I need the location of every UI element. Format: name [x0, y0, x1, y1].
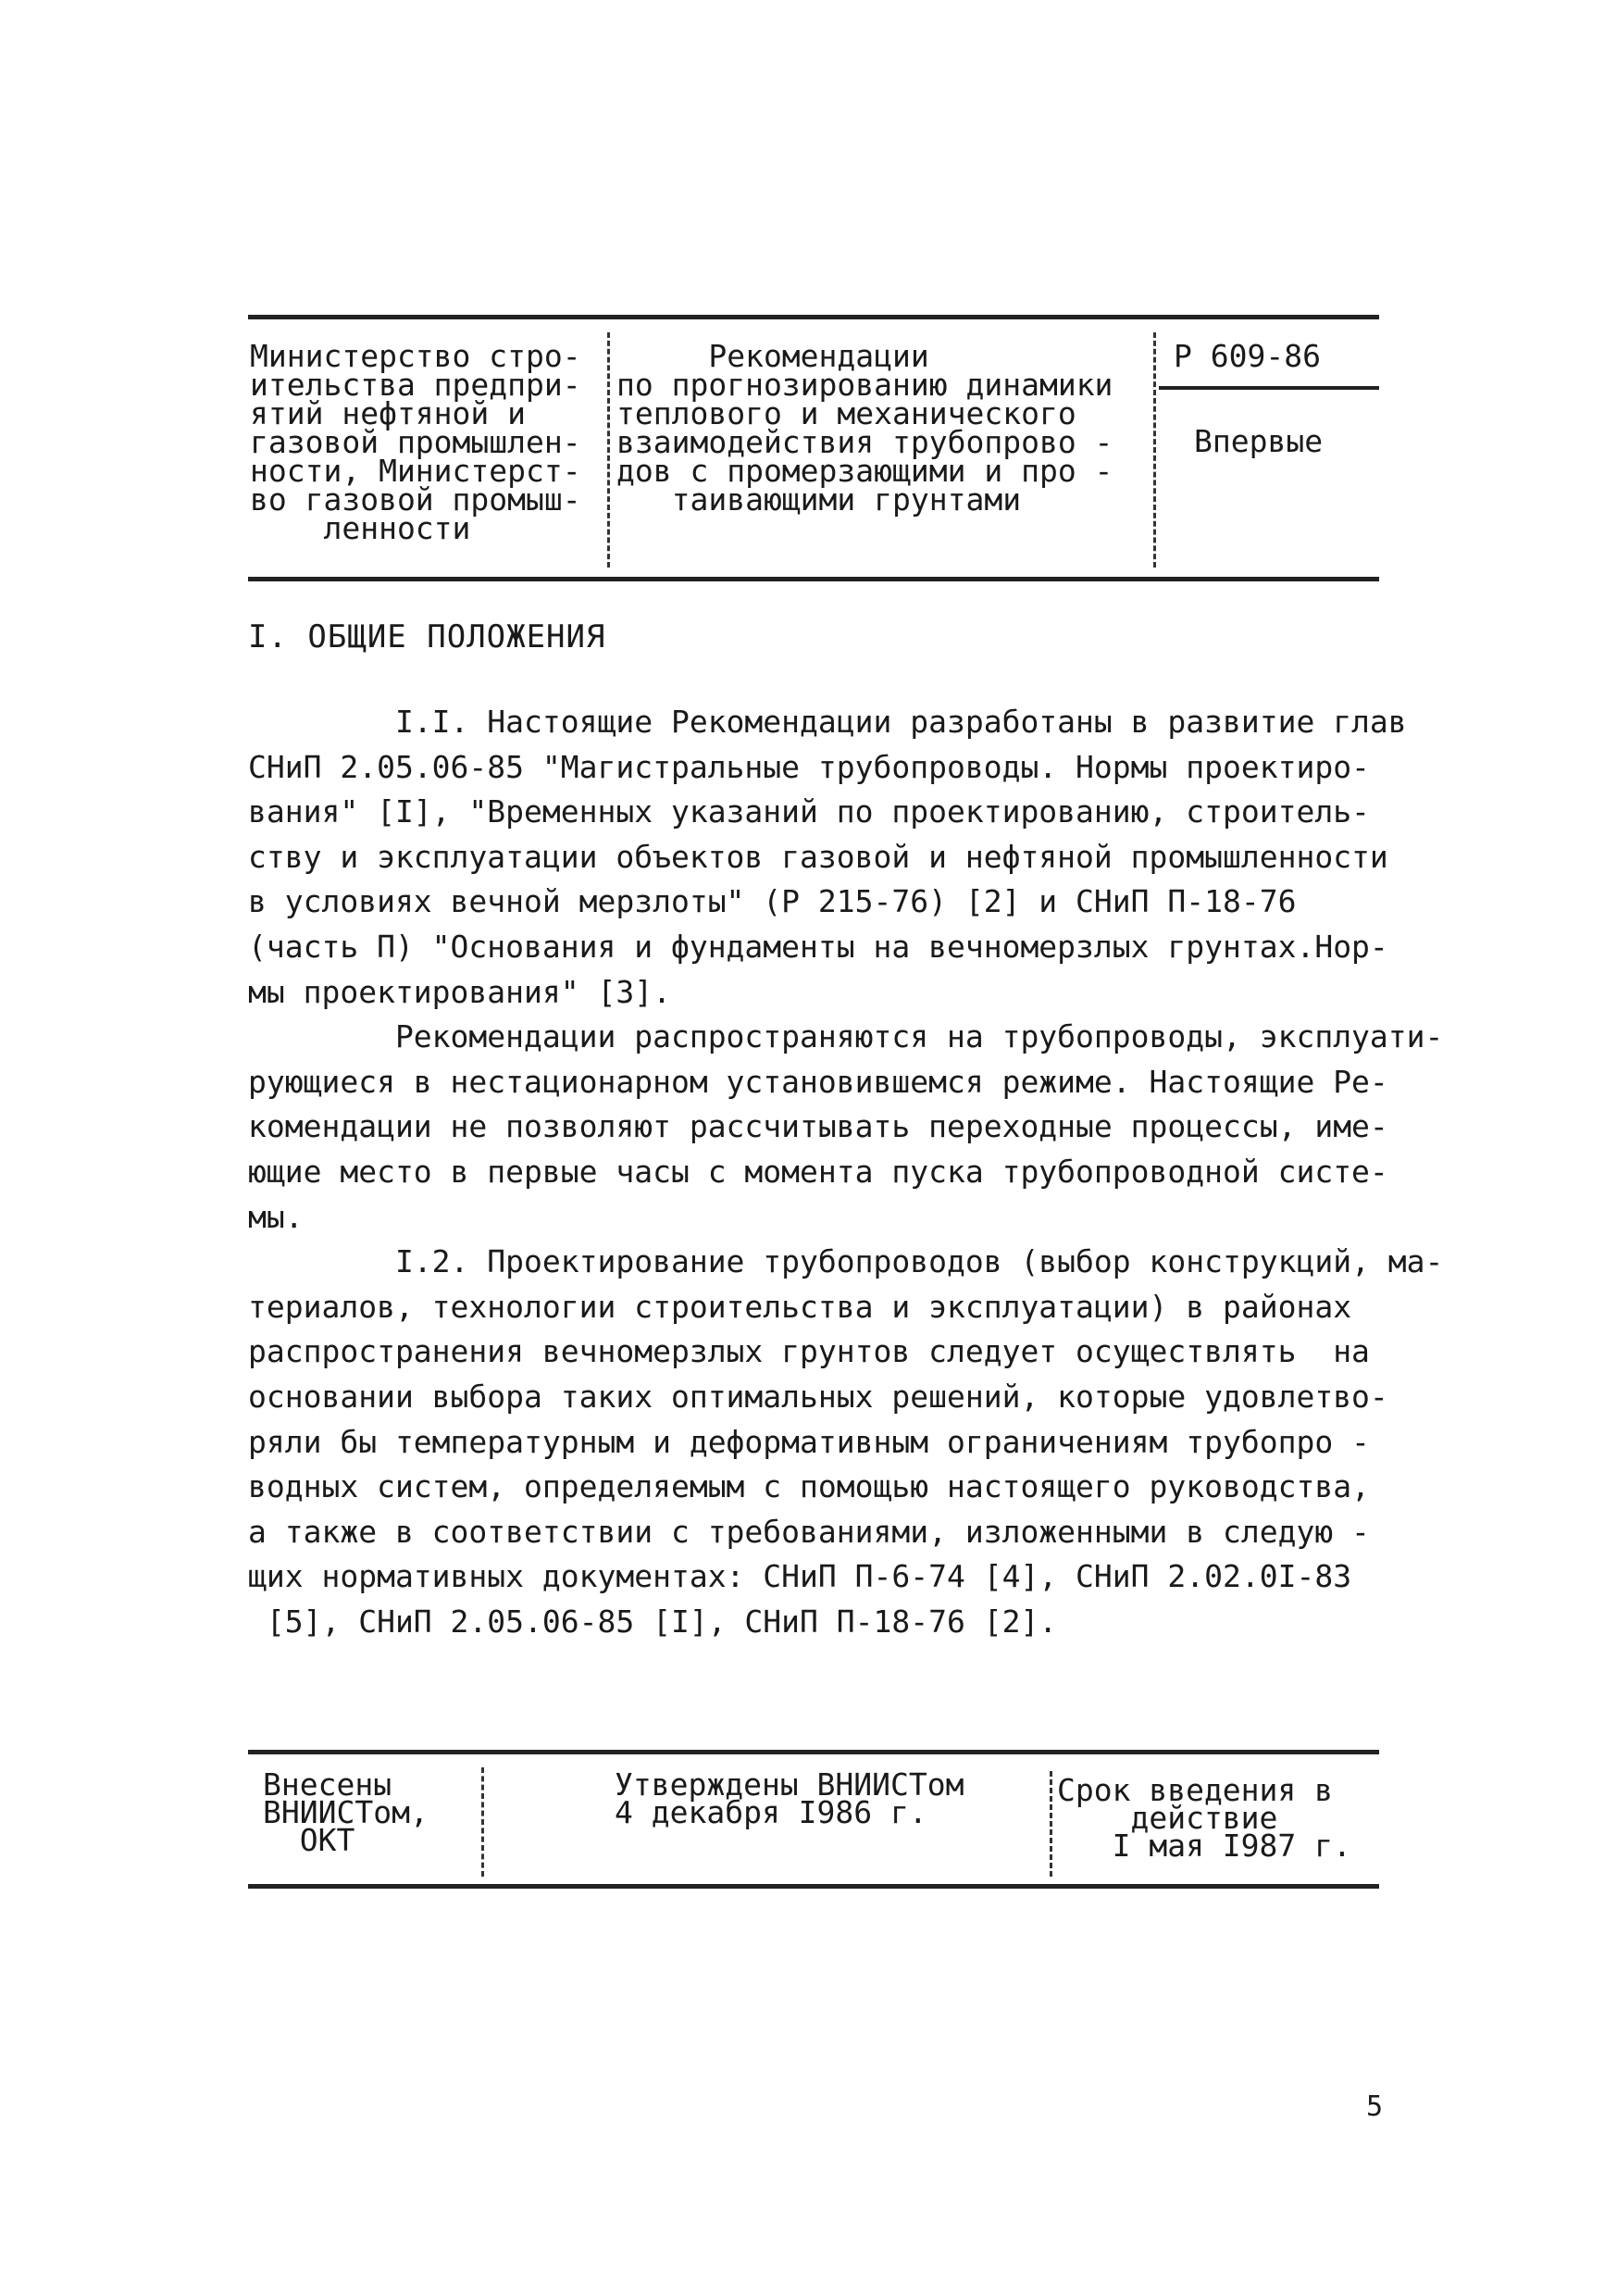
header-divider-2 [1153, 332, 1156, 568]
ministry-cell [248, 319, 602, 577]
body-line: рующиеся в нестационарном установившемся режиме. Настоящие Ре- [248, 1063, 1388, 1100]
code-underline [1159, 386, 1379, 390]
body-text [248, 700, 1444, 1644]
body-line: а также в соответствии с требованиями, изложенными в следую - [248, 1513, 1370, 1550]
section-heading: I. ОБЩИЕ ПОЛОЖЕНИЯ [248, 618, 606, 655]
body-line: распространения вечномерзлых грунтов следует осуществлять на [248, 1333, 1370, 1370]
body-line: СНиП 2.05.06-85 "Магистральные трубопроводы. Нормы проектиро- [248, 748, 1370, 785]
body-line: основании выбора таких оптимальных решений, которые удовлетво- [248, 1378, 1388, 1415]
body-line: щих нормативных документах: СНиП П-6-74 [4], СНиП 2.02.0I-83 [248, 1558, 1352, 1595]
body-line: мы проектирования" [3]. [248, 973, 671, 1010]
body-line: мы. [248, 1198, 304, 1235]
footer-table [248, 1750, 1379, 1889]
footer-divider-2 [1050, 1771, 1052, 1877]
header-table [248, 315, 1379, 581]
body-line: Рекомендации распространяются на трубопроводы, эксплуати- [248, 1018, 1444, 1055]
body-line: водных систем, определяемым с помощью настоящего руководства, [248, 1468, 1370, 1505]
footer-divider-1 [481, 1767, 484, 1877]
introduced-by: Внесены ВНИИСТом, ОКТ [263, 1766, 429, 1858]
document-title: Рекомендации по прогнозированию динамики теплового и механического взаимодействия трубопрово - дов с промерзающими и про - таивающими грунтами [616, 338, 1113, 518]
approved-by: Утверждены ВНИИСТом 4 декабря I986 г. [615, 1766, 964, 1830]
page-number: 5 [1366, 2090, 1384, 2123]
body-line: ству и эксплуатации объектов газовой и нефтяной промышленности [248, 838, 1388, 875]
ministry-text: Министерство стро- ительства предпри- ятий нефтяной и газовой промышлен- ности, Министерст- во газовой промыш- ленности [250, 338, 581, 546]
title-cell [607, 319, 1126, 577]
body-line: комендации не позволяют рассчитывать переходные процессы, име- [248, 1108, 1388, 1145]
body-line: териалов, технологии строительства и эксплуатации) в районах [248, 1288, 1352, 1325]
body-line: [5], СНиП 2.05.06-85 [I], СНиП П-18-76 [2]. [248, 1603, 1058, 1640]
body-line: вания" [I], "Временных указаний по проектированию, строитель- [248, 793, 1370, 830]
body-line: I.2. Проектирование трубопроводов (выбор конструкций, ма- [248, 1243, 1444, 1280]
body-line: в условиях вечной мерзлоты" (Р 215-76) [2] и СНиП П-18-76 [248, 883, 1297, 920]
body-line: (часть П) "Основания и фундаменты на вечномерзлых грунтах.Нор- [248, 928, 1388, 965]
document-code: Р 609-86 [1174, 338, 1321, 374]
document-status: Впервые [1194, 423, 1324, 459]
body-line: ющие место в первые часы с момента пуска трубопроводной систе- [248, 1153, 1388, 1190]
body-line: ряли бы температурным и деформативным ограничениям трубопро - [248, 1423, 1370, 1460]
body-line: I.I. Настоящие Рекомендации разработаны в развитие глав [248, 704, 1407, 740]
effective-date: Срок введения в действие I мая I987 г. [1057, 1772, 1351, 1864]
